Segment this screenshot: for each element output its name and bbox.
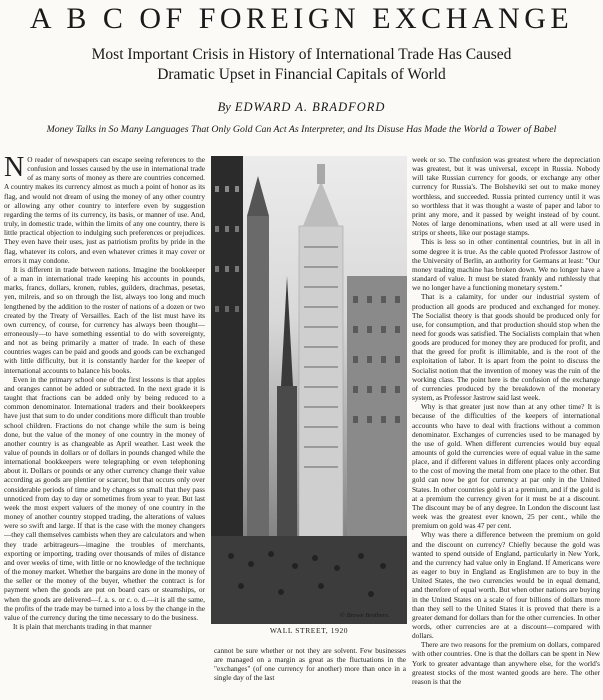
article-paragraph: Why was there a difference between the premium on gold and the discount on currency? Chiefly because the gold was wanted to spend outside of England, particularly in New York, and the currency had value only in England. If Americans were as eager to buy in England as Englishmen are to buy in the United States, the two currencies would be in equal demand, and therefore of equal worth. But when other nations are buying in the United States on a scale of four billions of dollars more than they sell to the United States it is proved that there is a greater demand for dollars than for the other currencies. In other words, other currencies are at a discount—compared with dollars. (412, 530, 600, 641)
article-column-right (412, 155, 600, 700)
article-paragraph: This is less so in other continental countries, but in all in some degree it is true. As the cable quoted Professor Jastrow of the University of Berlin, an authority for Germans at least: "Our money trading machine has broken down. We no longer have a standard of value. It must be stated frankly and ruthlessly that we no longer have a functioning monetary system." (412, 237, 600, 293)
byline-author: EDWARD A. BRADFORD (234, 100, 386, 114)
article-paragraph: Why is that greater just now than at any other time? It is because of the difficulties of the keepers of international accounts who have to deal with fractions without a common denominator. Exchanges of currencies used to be managed by the use of gold. When different currencies would buy equal amounts of gold the currencies were of equal value in the same place, and if different values in different places only according to the cost of moving the metal from one place to the other. But gold can now be got for currency at par only in the United States. In other countries gold is at a premium, and if the gold is at a premium the currency given for it must be at a discount. The discount may be of any degree. In London the discount last week was the greatest ever known, 25 per cent., while the premium on gold was 47 per cent. (412, 402, 600, 531)
article-paragraph: cannot be sure whether or not they are solvent. Few businesses are managed on a margin as great as the fluctuations in the "exchanges" (of one currency for another) more than once in a single day of the last (214, 646, 406, 683)
article-paragraph: It is different in trade between nations. Imagine the bookkeeper of a man in international trade keeping his accounts in pounds, marks, francs, dollars, kronen, rubles, guilders, drachmas, pesetas, yen, milreis, and so on through the list, always too long and much lengthened by the addition to the roster of nations of a dozen or two created by the Treaty of Versailles. Each of the list must have its own currency, of course, for currency has always been thought—erroneously—to have something essential to do with sovereignty, and not as being primarily a matter of trade. In each of these countries wages can be paid and goods and goods can be exchanged with little difficulty, but it is constantly harder for the keeper of international accounts to balance his books. (4, 264, 205, 375)
wall-street-photo (211, 156, 407, 624)
byline-prefix: By (217, 100, 231, 114)
deck-line-2: Dramatic Upset in Financial Capitals of World (157, 66, 446, 83)
deck-line-1: Most Important Crisis in History of International Trade Has Caused (91, 46, 512, 63)
byline (0, 100, 603, 115)
headline: A B C OF FOREIGN EXCHANGE (29, 2, 574, 35)
article-paragraph: N O reader of newspapers can escape seeing references to the confusion and losses caused by the use in international trade of as many sorts of money as there are countries concerned. A country makes its currency almost as much a point of honor as its flag, and would not dream of using the money of any other country or allowing any other country to interfere even by suggestion regarding the terms of its currency, its basis, or manner of use. And, truly, in domestic trade, within the limits of any one country, there is little practical objection to indulging such preferences or prejudices. They even have their uses, just as patriotism profits by pride in the flag, whatever its colors, and even whatever crimes it may cover or errors it may condone. (4, 155, 205, 265)
article-paragraph: It is plain that merchants trading in that manner (13, 621, 152, 631)
article-paragraph: Even in the primary school one of the first lessons is that apples and oranges cannot be added or subtracted. In the next grade it is taught that fractions can be added only by being reduced to a common denominator. International traders and their bookkeepers have just that sum to do under conditions more difficult than trouble school children. Fractions do not change while the sum is being done, but the value of the money of one country in the money of another country is as changeable as April weather. Last week the value of pounds in dollars or of dollars in pounds changed while the international bookkeepers were telegraphing or even telephoning about it. Dollars or pounds or any other currency change their value according as goods are plentier or scarcer, but that occurs only over considerable periods of time and by changes so small that they pass unnoticed from day to day or sometimes from year to year. But last week the most expert valuers of the money of one country in the money of another country stopped trading, the alterations of values were so swift and large. If that is the case with the money changers—they call themselves cambists when they are calculators and when they trade arbitrageurs—imagine the troubles of merchants, exporting or importing, trading over thousands of miles of distance and over weeks of time, with little or no knowledge of the technique of the money market. Whether the bargains are done in the money of the seller or the money of the buyer, whether the contract is for payment when the goods are put on board cars or steamships, or when the goods are delivered—f. a. s. or c. o. d.—it is all the same, the profits of the trade may be turned into a loss by the change in the value of the currency during the time necessary to do the business. (4, 374, 205, 622)
photo-credit: © Brown Brothers. (340, 612, 390, 619)
article-paragraph: That is a calamity, for under our industrial system of production all goods are produced and exchanged for money. The Socialist theory is that goods should be produced only for use, for consumption, and that production should stop when the need for goods was satisfied. The Socialists complain that when goods are produced for money they are produced for profit, and that the greed for profit is illimitable, and is the root of the exploitation of labor. It is apart from the point to discuss the Socialist notion that the invention of money was the ruin of the working class. The point here is the confusion of the exchange of currencies produced by the breakdown of the monetary system, as Professor Jastrow said last week. (412, 292, 600, 403)
article-paragraph: week or so. The confusion was greatest where the depreciation was greatest, but it was universal, except in Russia. Nobody will take Russian currency for goods, or exchange any other currency for Russia's. The Bolsheviki set out to make money worthless, and succeeded. Russia printed currency until it was so worthless that it was thought a waste of paper and labor to print any more, and it passed by weight instead of by count. Notes of large denominations, when used at all were used in strips or sheets, like our postage stamps. (412, 155, 600, 238)
skyline-illustration (211, 156, 407, 624)
article-column-left (4, 155, 205, 700)
photo-caption: WALL STREET, 1920 (269, 626, 349, 635)
drop-cap: N (4, 155, 25, 183)
article-paragraph: There are two reasons for the premium on dollars, compared with other countries. One is that the dollars can be spent in New York to greater advantage than anywhere else, for the world's greatest stocks of the most wanted goods are here. The other reason is that the (412, 640, 600, 686)
tagline: Money Talks in So Many Languages That Only Gold Can Act As Interpreter, and Its Disuse Has Made the World a Tower of Babel (46, 124, 557, 135)
article-column-middle (214, 646, 406, 700)
